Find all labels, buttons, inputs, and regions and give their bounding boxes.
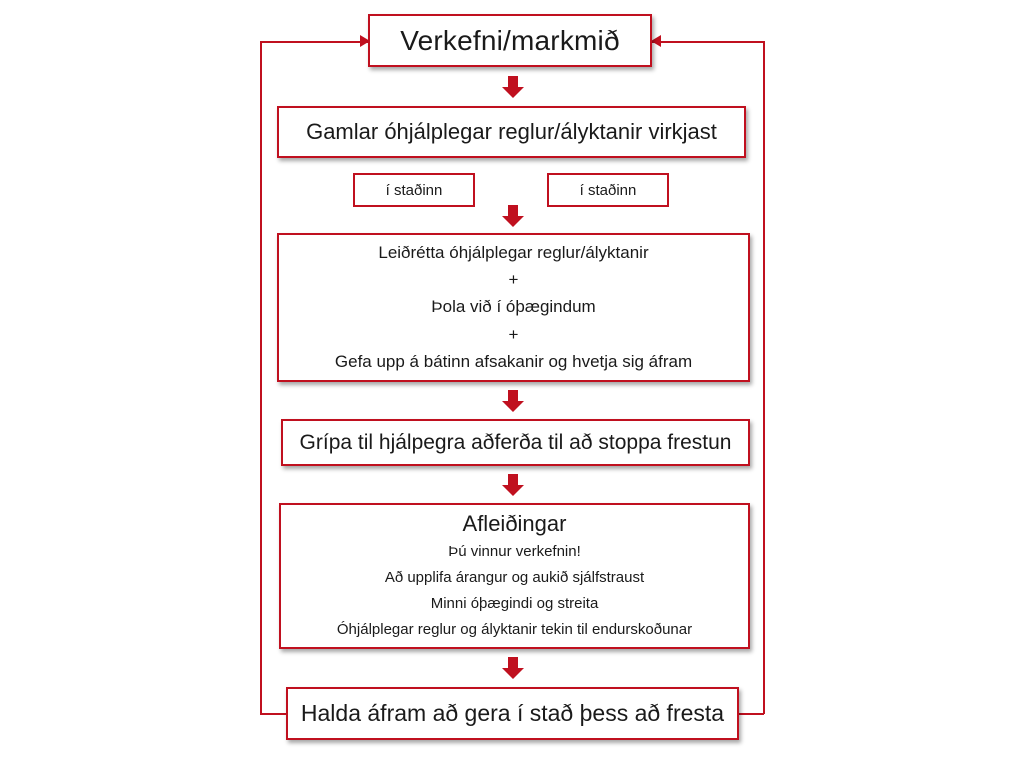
down-arrow-icon <box>502 657 524 679</box>
task-label: Verkefni/markmið <box>400 24 620 56</box>
down-arrow-icon <box>502 474 524 496</box>
consequence-item: Minni óþægindi og streita <box>430 595 599 612</box>
strategies-box <box>281 419 750 466</box>
instead-right-label: í staðinn <box>579 181 637 199</box>
correct-line-2: Þola við í óþægindum <box>431 297 596 317</box>
correct-box <box>277 233 750 382</box>
loop-arrow-right-icon <box>651 35 661 47</box>
continue-label: Halda áfram að gera í stað þess að fresta <box>300 700 725 726</box>
consequences-box <box>279 503 750 649</box>
instead-left-box <box>353 173 475 207</box>
consequence-item: Að upplifa árangur og aukið sjálfstraust <box>384 569 645 586</box>
consequences-title: Afleiðingar <box>462 511 567 536</box>
old-rules-box <box>277 106 746 158</box>
loop-right-vertical <box>763 41 765 714</box>
down-arrow-icon <box>502 205 524 227</box>
continue-box <box>286 687 739 740</box>
consequence-item: Þú vinnur verkefnin! <box>448 543 581 560</box>
down-arrow-icon <box>502 76 524 98</box>
loop-right-top <box>651 41 764 43</box>
correct-plus-2: + <box>508 324 519 344</box>
old-rules-label: Gamlar óhjálplegar reglur/ályktanir virkjast <box>306 119 717 144</box>
loop-left-top <box>260 41 368 43</box>
consequence-item: Óhjálplegar reglur og ályktanir tekin til endurskoðunar <box>336 621 693 638</box>
down-arrow-icon <box>502 390 524 412</box>
loop-left-bottom <box>260 713 286 715</box>
task-box <box>368 14 652 67</box>
correct-line-3: Gefa upp á bátinn afsakanir og hvetja sig áfram <box>334 352 693 372</box>
loop-left-vertical <box>260 41 262 714</box>
instead-left-label: í staðinn <box>385 181 443 199</box>
loop-right-bottom <box>739 713 764 715</box>
correct-line-1: Leiðrétta óhjálplegar reglur/ályktanir <box>378 242 649 262</box>
correct-plus-1: + <box>508 270 519 290</box>
instead-right-box <box>547 173 669 207</box>
strategies-label: Grípa til hjálpegra aðferða til að stoppa frestun <box>299 430 732 454</box>
